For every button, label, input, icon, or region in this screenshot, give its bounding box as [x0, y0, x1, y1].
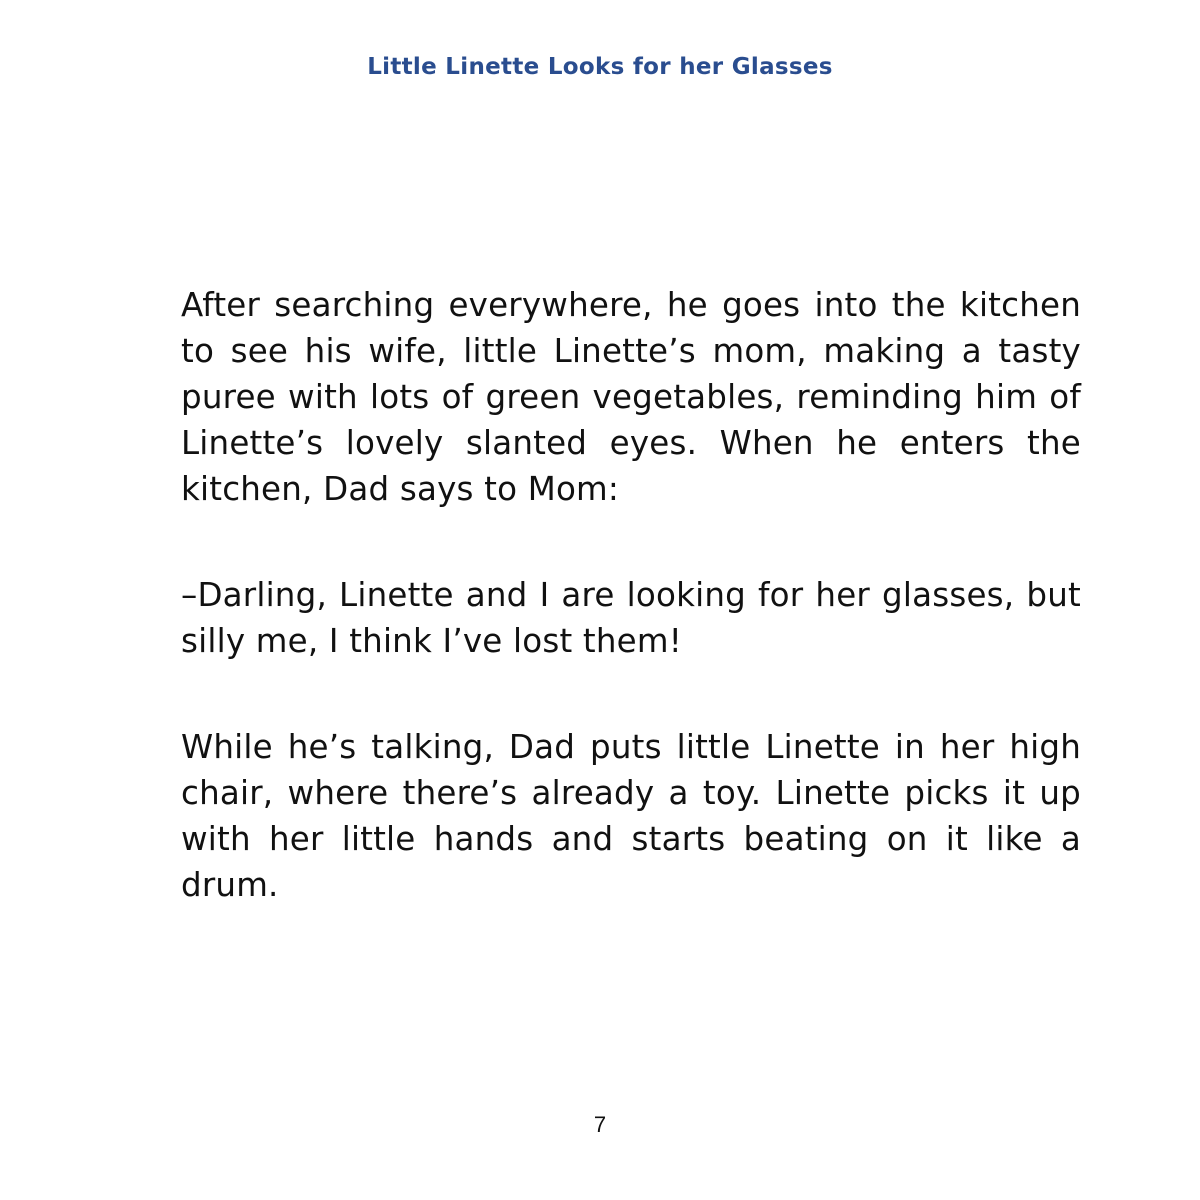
running-title: Little Linette Looks for her Glasses [367, 54, 833, 80]
body-text [181, 282, 1081, 908]
page-number: 7 [593, 1112, 607, 1137]
paragraph-1: After searching everywhere, he goes into the kitchen to see his wife, little Linette’s mom, making a tasty puree with lots of green vegetables, reminding him of Linette’s lovely slanted eyes. When he enters the kitchen, Dad says to Mom: [181, 286, 1081, 508]
paragraph-2: –Darling, Linette and I are looking for her glasses, but silly me, I think I’ve lost them! [181, 576, 1081, 660]
paragraph-3: While he’s talking, Dad puts little Linette in her high chair, where there’s already a toy. Linette picks it up with her little hands and starts beating on it like a drum. [181, 728, 1081, 904]
